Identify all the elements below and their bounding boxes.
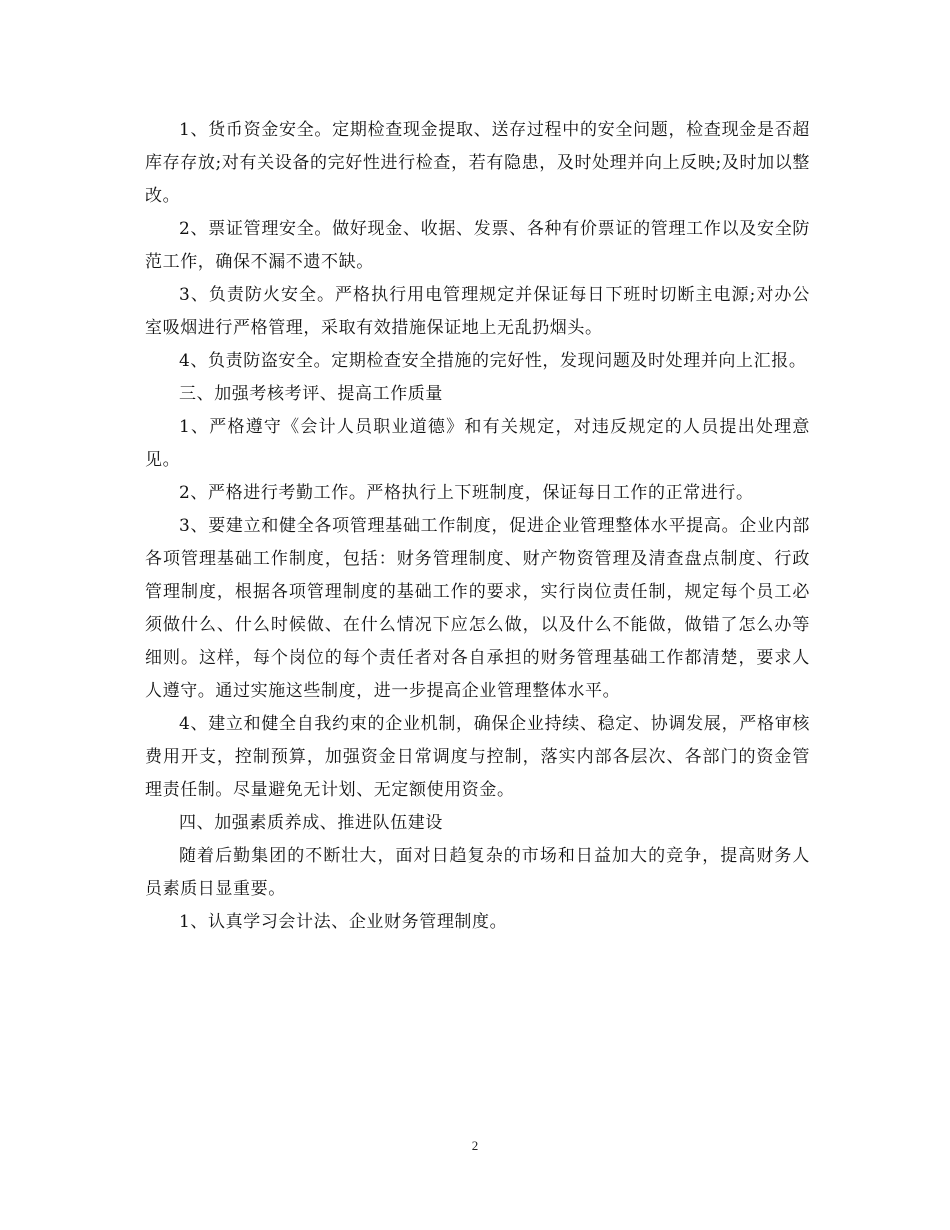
paragraph-self-discipline-mechanism: 4、建立和健全自我约束的企业机制，确保企业持续、稳定、协调发展，严格审核费用开支，控制预算，加强资金日常调度与控制，落实内部各层次、各部门的资金管理责任制。尽量避免无计划、无定额使用资金。 bbox=[145, 714, 810, 800]
paragraph-management-systems: 3、要建立和健全各项管理基础工作制度，促进企业管理整体水平提高。企业内部各项管理基础工作制度，包括：财务管理制度、财产物资管理及清查盘点制度、行政管理制度，根据各项管理制度的基础工作的要求，实行岗位责任制，规定每个员工必须做什么、什么时候做、在什么情况下应怎么做，以及什么不能做，做错了怎么办等细则。这样，每个岗位的每个责任者对各自承担的财务管理基础工作都清楚，要求人人遵守。通过实施这些制度，进一步提高企业管理整体水平。 bbox=[145, 516, 810, 701]
section-heading-team-building: 四、加强素质养成、推进队伍建设 bbox=[179, 813, 443, 833]
document-body bbox=[145, 114, 810, 939]
page-number: 2 bbox=[471, 1138, 479, 1153]
paragraph-theft-prevention: 4、负责防盗安全。定期检查安全措施的完好性，发现问题及时处理并向上汇报。 bbox=[179, 351, 807, 371]
paragraph-fire-safety: 3、负责防火安全。严格执行用电管理规定并保证每日下班时切断主电源;对办公室吸烟进行严格管理，采取有效措施保证地上无乱扔烟头。 bbox=[145, 285, 810, 338]
paragraph-currency-funds-safety: 1、货币资金安全。定期检查现金提取、送存过程中的安全问题，检查现金是否超库存存放;对有关设备的完好性进行检查，若有隐患，及时处理并向上反映;及时加以整改。 bbox=[145, 120, 810, 206]
paragraph-attendance: 2、严格进行考勤工作。严格执行上下班制度，保证每日工作的正常进行。 bbox=[179, 483, 754, 503]
paragraph-voucher-management-safety: 2、票证管理安全。做好现金、收据、发票、各种有价票证的管理工作以及安全防范工作，确保不漏不遗不缺。 bbox=[145, 219, 810, 272]
paragraph-staff-quality: 随着后勤集团的不断壮大，面对日趋复杂的市场和日益加大的竞争，提高财务人员素质日显重要。 bbox=[145, 846, 810, 899]
paragraph-study-accounting-law: 1、认真学习会计法、企业财务管理制度。 bbox=[179, 912, 508, 932]
section-heading-assessment: 三、加强考核考评、提高工作质量 bbox=[179, 384, 443, 404]
paragraph-professional-ethics: 1、严格遵守《会计人员职业道德》和有关规定，对违反规定的人员提出处理意见。 bbox=[145, 417, 810, 470]
